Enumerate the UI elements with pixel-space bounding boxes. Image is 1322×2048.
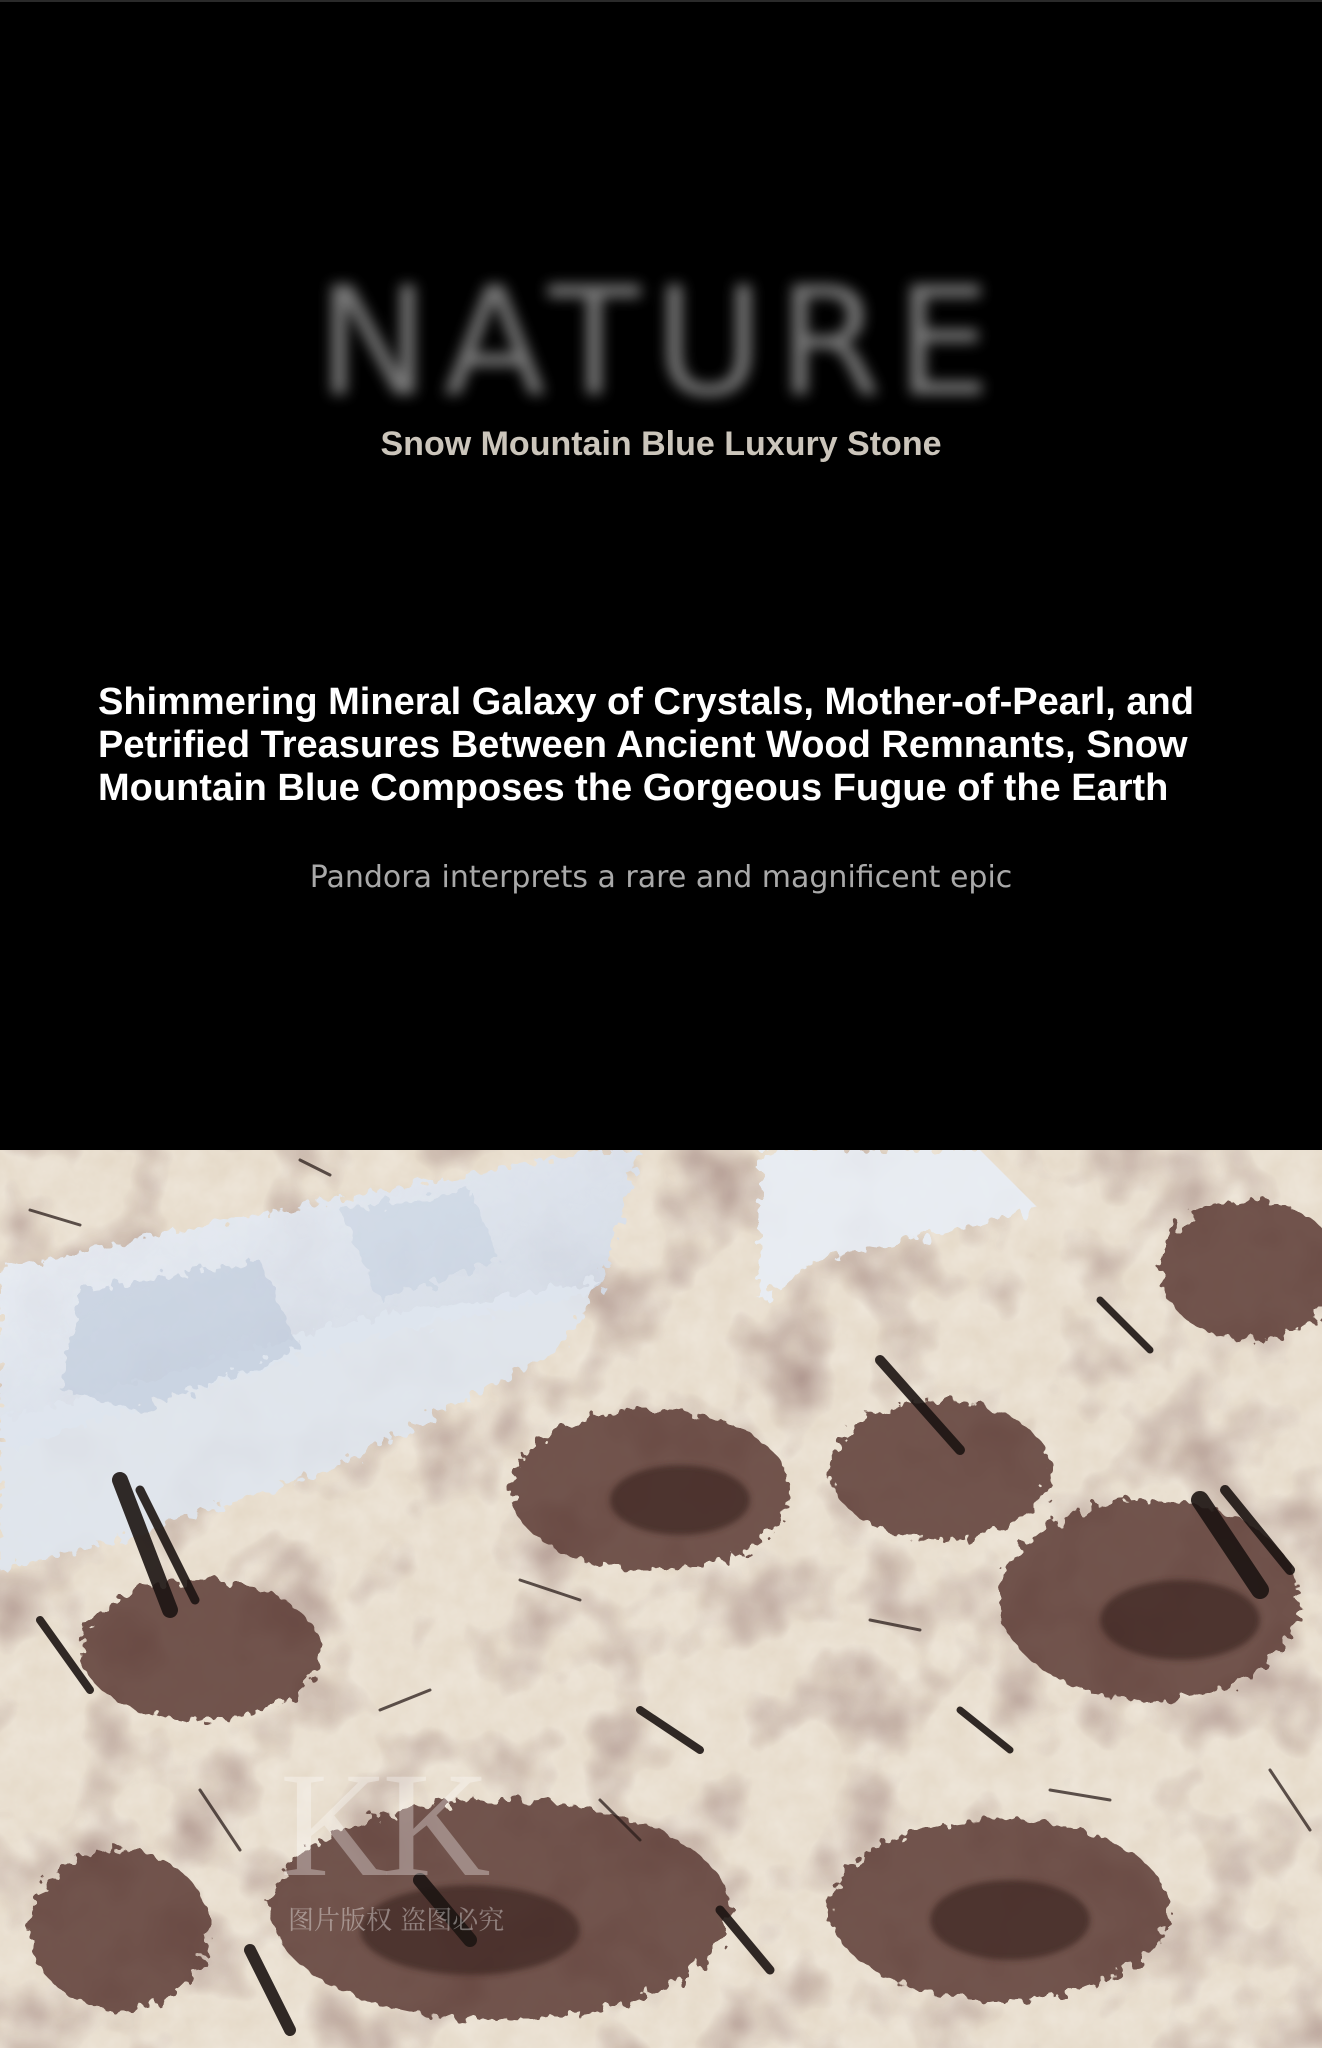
product-subtitle: Snow Mountain Blue Luxury Stone (380, 425, 942, 463)
copyright-watermark (270, 1742, 590, 1936)
stone-texture-image (0, 1150, 1322, 2048)
headline: Shimmering Mineral Galaxy of Crystals, Mother-of-Pearl, and Petrified Treasures Between Ancient Wood Remnants, Snow Mountain Blue Composes the Gorgeous Fugue of the Earth (98, 681, 1194, 809)
top-divider (0, 0, 1322, 2)
stone-texture-photo (0, 1150, 1322, 2048)
tagline: Pandora interprets a rare and magnificent epic (309, 860, 1013, 895)
watermark-logo: KK (280, 1742, 485, 1908)
watermark-text: 图片版权 盗图必究 (288, 1906, 505, 1936)
blurred-nature-title: NATURE (317, 256, 1005, 430)
